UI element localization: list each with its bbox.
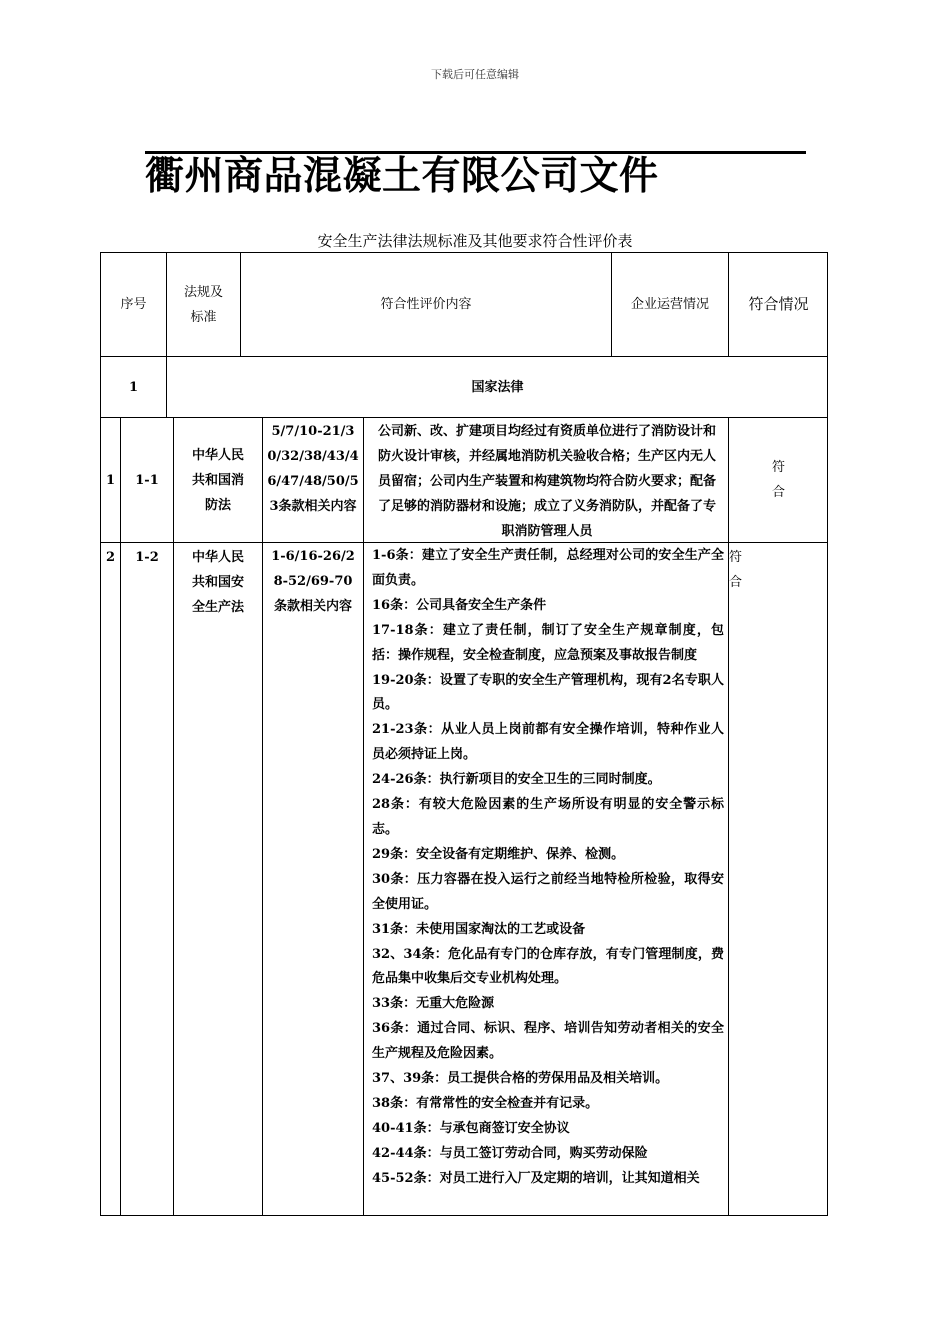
row-index: 1 xyxy=(100,417,120,542)
clause-item: 29条：安全设备有定期维护、保养、检测。 xyxy=(372,846,625,862)
clause-item: 45-52条：对员工进行入厂及定期的培训，让其知道相关 xyxy=(372,1170,700,1186)
clause-item: 42-44条：与员工签订劳动合同，购买劳动保险 xyxy=(372,1145,648,1161)
clause-item: 37、39条：员工提供合格的劳保用品及相关培训。 xyxy=(372,1071,669,1087)
row-code: 1-1 xyxy=(120,417,173,542)
document-title: 衢州商品混凝土有限公司文件 xyxy=(145,154,659,199)
header-law: 法规及 标准 xyxy=(166,252,240,356)
clause-item: 33条：无重大危险源 xyxy=(372,996,495,1012)
row-code: 1-2 xyxy=(120,542,173,1216)
row-content xyxy=(363,542,728,1216)
clause-item: 28条：有较大危险因素的生产场所设有明显的安全警示标志。 xyxy=(372,797,724,837)
clause-item: 30条：压力容器在投入运行之前经当地特检所检验，取得安全使用证。 xyxy=(372,871,724,912)
row-index: 2 xyxy=(100,542,120,1216)
table-title: 安全生产法律法规标准及其他要求符合性评价表 xyxy=(317,232,633,250)
header-note: 下载后可任意编辑 xyxy=(431,68,519,81)
row-clauses: 1-6/16-26/28-52/69-70条款相关内容 xyxy=(262,542,363,1216)
clause-item: 1-6条：建立了安全生产责任制，总经理对公司的安全生产全面负责。 xyxy=(372,548,724,588)
clause-item: 40-41条：与承包商签订安全协议 xyxy=(372,1120,570,1136)
header-seq: 序号 xyxy=(100,252,166,356)
row-status: 符 合 xyxy=(728,542,828,1216)
clause-item: 38条：有常常性的安全检查并有记录。 xyxy=(372,1095,599,1111)
clause-item: 17-18条：建立了责任制，制订了安全生产规章制度，包括：操作规程，安全检查制度，应急预案及事故报告制度 xyxy=(372,622,724,663)
header-operations: 企业运营情况 xyxy=(611,252,728,356)
row-status: 符 合 xyxy=(728,417,828,542)
clause-item: 32、34条：危化品有专门的仓库存放，有专门管理制度，费危品集中收集后交专业机构处理。 xyxy=(372,946,724,987)
clause-item: 16条：公司具备安全生产条件 xyxy=(372,597,547,613)
clause-item: 31条：未使用国家淘汰的工艺或设备 xyxy=(372,921,586,937)
row-content: 公司新、改、扩建项目均经过有资质单位进行了消防设计和防火设计审核，并经属地消防机关验收合格；生产区内无人员留宿；公司内生产装置和构建筑物均符合防火要求；配备了足够的消防器材和设施；成立了义务消防队，并配备了专职消防管理人员 xyxy=(363,417,728,542)
row-law: 中华人民共和国安全生产法 xyxy=(173,542,262,1216)
clause-item: 24-26条：执行新项目的安全卫生的三同时制度。 xyxy=(372,772,661,788)
evaluation-table xyxy=(100,252,828,1216)
section-number: 1 xyxy=(100,356,166,417)
section-title: 国家法律 xyxy=(166,356,828,417)
clause-item: 19-20条：设置了专职的安全生产管理机构，现有2名专职人员。 xyxy=(372,672,724,713)
row-clauses: 5/7/10-21/30/32/38/43/46/47/48/50/53条款相关内容 xyxy=(262,417,363,542)
clause-item: 36条：通过合同、标识、程序、培训告知劳动者相关的安全生产规程及危险因素。 xyxy=(372,1021,724,1062)
clause-item: 21-23条：从业人员上岗前都有安全操作培训，特种作业人员必须持证上岗。 xyxy=(372,722,724,763)
header-status: 符合情况 xyxy=(728,252,828,356)
header-eval-content: 符合性评价内容 xyxy=(240,252,611,356)
row-law: 中华人民共和国消防法 xyxy=(173,417,262,542)
